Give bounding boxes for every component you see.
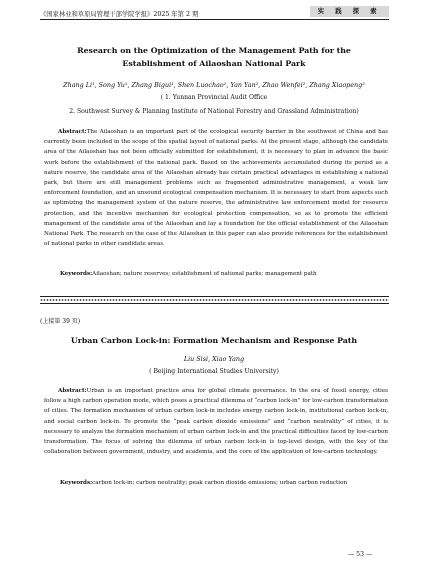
article2-abstract-text: Urban is an important practice area for global climate governance. In the era of fossil energy, cities follow a high carbon operation mode, which poses a practical dilemma of “carbon lock-in” for low-carbon transformation of cities. The formation mechanism of urban carbon lock-in includes energy carbon lock-in, institutional carbon lock-in, and social carbon lock-in. To promote the “peak carbon dioxide emissions” and “carbon neutrality” of cities, it is necessary to analyze the formation mechanism of urban carbon lock-in and the practical difficulties faced by low-carbon transformation. The focus of solving the dilemma of urban carbon lock-in is top-level design, with the key of the collaboration between government, industry, and academia, and the core of the application of low-carbon technology.: [44, 388, 388, 456]
separator-rule: [40, 296, 389, 297]
article2-abstract-label: Abstract:: [58, 388, 87, 394]
continuation-note: (上接第 39 页): [40, 318, 81, 325]
article2-keywords-text: carbon lock-in; carbon neutrality; peak carbon dioxide emissions; urban carbon reduction: [92, 480, 348, 486]
header-rule: [40, 19, 389, 20]
article2-authors: Liu Sisi, Xiao Yang: [183, 355, 245, 363]
separator-rule-lower: [40, 303, 389, 304]
article1-affiliation-1: ( 1. Yunnan Provincial Audit Office: [160, 94, 268, 101]
article1-title-line2: Establishment of Ailaoshan National Park: [122, 59, 306, 68]
article1-abstract-label: Abstract:: [58, 129, 87, 135]
page-number: — 53 —: [348, 551, 373, 558]
article2-keywords: [60, 478, 388, 488]
article2-keywords-label: Keywords:: [60, 480, 93, 486]
article2-affiliation: ( Beijing International Studies University): [149, 368, 279, 375]
article1-authors: Zhang Li¹, Song Yu¹, Zhang Bigui¹, Shen Luochao¹, Yan Yan², Zhao Wenfei², Zhang Xiaopeng²: [63, 81, 365, 89]
article2-abstract: [44, 386, 388, 457]
article1-abstract: [44, 127, 388, 249]
article1-abstract-text: The Ailaoshan is an important part of the ecological security barrier in the southwest of China and has currently been included in the scope of the spatial layout of national parks. At the present stage, although the candidate area of the Ailaoshan has not been officially submitted for establishment, it is necessary to plan in advance the basic work before the establishment of the national park. Based on the achievements accumulated during its period as a nature reserve, the candidate area of the Ailaoshan already has certain practical advantages in establishing a national park, but there are still management problems such as fragmented administrative management, a weak law enforcement foundation, and an unsound ecological compensation mechanism. It is necessary to start from aspects such as optimizing the management system of the nature reserve, the administrative law enforcement model for resource protection, and the incentive mechanism for ecological protection compensation, so as to promote the efficient management of the candidate area of the Ailaoshan and lay a foundation for the official establishment of the Ailaoshan National Park. The research on the case of the Ailaoshan in this paper can also provide references for the establishment of national parks in other candidate areas.: [44, 129, 388, 248]
article1-keywords-text: Ailaoshan; nature reserves; establishment of national parks; management path: [92, 271, 317, 277]
article2-title: Urban Carbon Lock-in: Formation Mechanism and Response Path: [70, 336, 358, 345]
article1-title-line1: Research on the Optimization of the Management Path for the: [77, 46, 351, 55]
journal-header: 《国家林业和草原局管理干部学院学报》2025 年第 2 期: [40, 11, 199, 18]
article1-keywords: [60, 269, 388, 279]
section-label: 实 践 探 索: [310, 6, 389, 17]
article1-keywords-label: Keywords:: [60, 271, 93, 277]
article1-affiliation-2: 2. Southwest Survey & Planning Institute of National Forestry and Grassland Administration): [69, 108, 359, 115]
separator-dots: [40, 298, 389, 302]
